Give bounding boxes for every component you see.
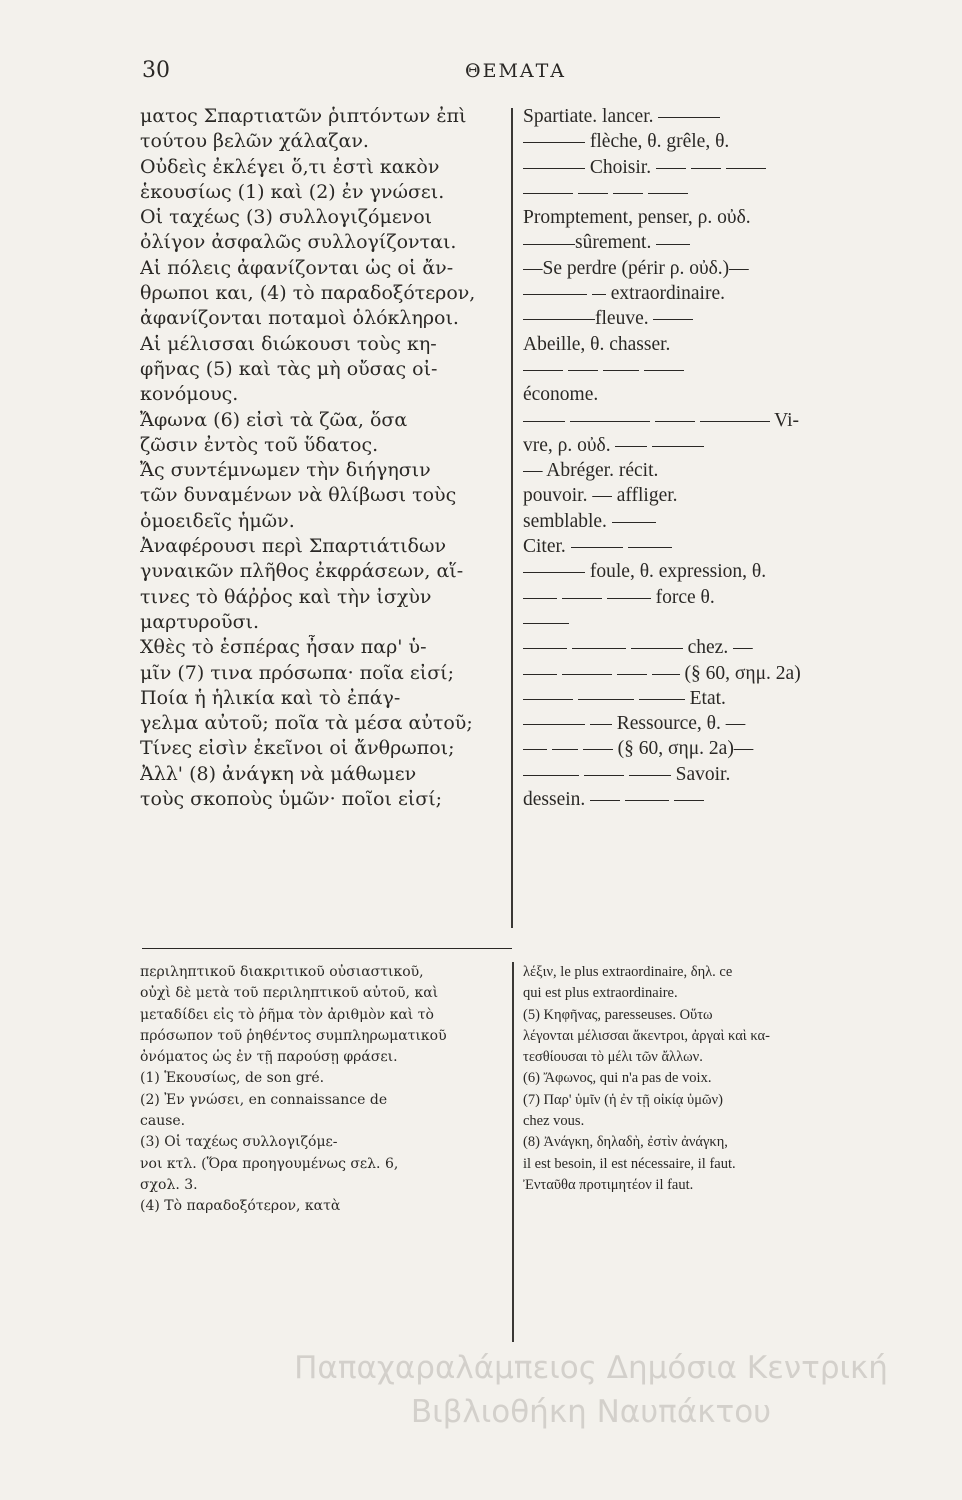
greek-line: φῆνας (5) καὶ τὰς μὴ οὔσας οἰ- <box>140 357 438 380</box>
vocab-text: Ressource, θ. — <box>616 713 746 735</box>
vocab-line <box>523 736 913 761</box>
blank-dash <box>523 193 573 194</box>
blank-dash <box>523 370 563 371</box>
blank-dash <box>523 168 585 169</box>
blank-dash <box>674 800 704 801</box>
blank-dash <box>656 244 690 245</box>
greek-line: Οἱ ταχέως (3) συλλογιζόμενοι <box>140 206 433 229</box>
vocab-text: Citer. <box>523 536 566 558</box>
vocab-line <box>523 357 913 382</box>
vocab-text: pouvoir. — affliger. <box>523 485 678 507</box>
vocab-line <box>523 281 913 306</box>
greek-line: τῶν δυναμένων νὰ θλίβωσι τοὺς <box>140 484 457 507</box>
blank-dash <box>523 724 585 725</box>
vocab-text: Promptement, penser, ρ. οὐδ. <box>523 207 751 229</box>
footnote-line: (6) Ἄφωνος, qui n'a pas de voix. <box>523 1070 712 1087</box>
vocab-line <box>523 306 913 331</box>
footnote-line: λέγονται μέλισσαι ἄκεντροι, ἀργαὶ καὶ κα- <box>523 1027 770 1044</box>
blank-dash <box>570 421 650 422</box>
vocab-text: vre, ρ. οὐδ. <box>523 434 611 456</box>
greek-exercise-column <box>140 104 510 812</box>
blank-dash <box>652 446 704 447</box>
vocab-text: extraordinaire. <box>610 283 725 305</box>
footnote-line: περιληπτικοῦ διακριτικοῦ οὐσιαστικοῦ, <box>140 964 424 980</box>
blank-dash <box>523 142 585 143</box>
blank-dash <box>615 446 647 447</box>
footnote-line: λέξιν, le plus extraordinaire, δηλ. ce <box>523 964 733 980</box>
blank-dash <box>523 319 595 320</box>
greek-line: κονόμους. <box>140 383 239 406</box>
vocab-line <box>523 230 913 255</box>
footnotes-right <box>523 962 903 1196</box>
blank-dash <box>523 598 557 599</box>
blank-dash <box>523 648 567 649</box>
blank-dash <box>655 421 695 422</box>
greek-line: Ἄς συντέμνωμεν τὴν διήγησιν <box>140 459 431 482</box>
greek-line: ζῶσιν ἐντὸς τοῦ ὕδατος. <box>140 433 379 456</box>
vocab-line <box>523 155 913 180</box>
footnote-line: Ἐνταῦθα προτιμητέον il faut. <box>523 1176 694 1193</box>
footnote-line: σχολ. 3. <box>140 1176 198 1193</box>
page-number: 30 <box>142 58 170 83</box>
footnote-column-divider <box>512 962 514 1342</box>
footnote-line: (3) Οἱ ταχέως συλλογιζόμε- <box>140 1134 338 1151</box>
vocab-text: Vi- <box>774 409 799 431</box>
vocab-line <box>523 534 913 559</box>
blank-dash <box>653 319 693 320</box>
blank-dash <box>578 193 608 194</box>
vocab-text: Abeille, θ. chasser. <box>523 333 671 355</box>
column-divider <box>511 108 513 928</box>
blank-dash <box>592 294 606 295</box>
blank-dash <box>584 775 624 776</box>
greek-line: Ἀναφέρουσι περὶ Σπαρτιάτιδων <box>140 535 447 558</box>
blank-dash <box>578 699 634 700</box>
greek-line: μῖν (7) τινα πρόσωπα· ποῖα εἰσί; <box>140 661 455 684</box>
blank-dash <box>639 699 685 700</box>
blank-dash <box>523 674 557 675</box>
vocab-text: flèche, θ. grêle, θ. <box>589 131 730 153</box>
vocab-text: (§ 60, σημ. 2a) <box>684 662 801 684</box>
greek-line: μαρτυροῦσι. <box>140 610 260 633</box>
footnote-line: qui est plus extraordinaire. <box>523 985 678 1002</box>
vocab-text: sûrement. <box>575 232 652 254</box>
greek-line: τινες τὸ θάῤῥος καὶ τὴν ἰσχὺν <box>140 585 432 608</box>
footnote-line: μεταδίδει εἰς τὸ ῥῆμα τὸν ἀριθμὸν καὶ τὸ <box>140 1006 434 1023</box>
french-vocabulary-column <box>523 104 913 812</box>
greek-line: Χθὲς τὸ ἑσπέρας ἦσαν παρ' ὑ- <box>140 636 427 659</box>
vocab-line <box>523 205 913 230</box>
greek-line: Οὐδεὶς ἐκλέγει ὅ,τι ἐστὶ κακὸν <box>140 155 440 178</box>
blank-dash <box>644 370 684 371</box>
blank-dash <box>648 193 688 194</box>
greek-line: Ἄφωνα (6) εἰσὶ τὰ ζῶα, ὅσα <box>140 408 408 431</box>
vocab-line <box>523 585 913 610</box>
blank-dash <box>583 749 613 750</box>
footnote-line: cause. <box>140 1113 186 1130</box>
vocab-line <box>523 509 913 534</box>
blank-dash <box>590 800 620 801</box>
vocab-text: foule, θ. expression, θ. <box>589 561 767 583</box>
blank-dash <box>568 370 598 371</box>
footnote-separator <box>142 948 512 949</box>
blank-dash <box>523 749 547 750</box>
vocab-line <box>523 635 913 660</box>
blank-dash <box>726 168 766 169</box>
vocab-line <box>523 762 913 787</box>
blank-dash <box>523 699 573 700</box>
vocab-text: force θ. <box>655 586 715 608</box>
blank-dash <box>700 421 770 422</box>
greek-line: τοὺς σκοποὺς ὑμῶν· ποῖοι εἰσί; <box>140 788 443 811</box>
blank-dash <box>571 547 623 548</box>
greek-line: Τίνες εἰσὶν ἐκεῖνοι οἱ ἄνθρωποι; <box>140 737 455 760</box>
vocab-text: (§ 60, σημ. 2a)— <box>617 738 754 760</box>
footnote-line: il est besoin, il est nécessaire, il faut. <box>523 1155 736 1172</box>
vocab-text: —Se perdre (périr ρ. οὐδ.)— <box>523 257 749 279</box>
blank-dash <box>607 598 651 599</box>
greek-line: τούτου βελῶν χάλαζαν. <box>140 130 369 153</box>
greek-line: Αἱ μέλισσαι διώκουσι τοὺς κη- <box>140 332 437 355</box>
blank-dash <box>562 598 602 599</box>
vocab-text: Choisir. <box>589 156 652 178</box>
vocab-line <box>523 458 913 483</box>
vocab-line <box>523 433 913 458</box>
greek-line: γελμα αὐτοῦ; ποῖα τὰ μέσα αὐτοῦ; <box>140 712 473 735</box>
blank-dash <box>552 749 578 750</box>
library-watermark-line2: Βιβλιοθήκη Ναυπάκτου <box>410 1394 772 1430</box>
footnote-line: ὀνόματος ὡς ἐν τῇ παρούσῃ φράσει. <box>140 1049 398 1066</box>
vocab-line <box>523 104 913 129</box>
vocab-text: Etat. <box>689 687 726 709</box>
blank-dash <box>612 522 656 523</box>
blank-dash <box>523 244 575 245</box>
footnote-line: (5) Κηφῆνας, paresseuses. Οὕτω <box>523 1006 713 1023</box>
footnote-line: (2) Ἐν γνώσει, en connaissance de <box>140 1091 388 1108</box>
blank-dash <box>617 674 647 675</box>
footnote-line: τεσθίουσαι τὸ μέλι τῶν ἄλλων. <box>523 1049 703 1066</box>
greek-line: ὁμοειδεῖς ἡμῶν. <box>140 509 295 532</box>
blank-dash <box>691 168 721 169</box>
vocab-line <box>523 129 913 154</box>
blank-dash <box>656 168 686 169</box>
vocab-line <box>523 408 913 433</box>
blank-dash <box>562 674 612 675</box>
vocab-line <box>523 661 913 686</box>
blank-dash <box>523 294 587 295</box>
footnote-line: (4) Τὸ παραδοξότερον, κατὰ <box>140 1198 341 1215</box>
vocab-text: économe. <box>523 384 599 406</box>
blank-dash <box>523 421 565 422</box>
vocab-line <box>523 483 913 508</box>
footnote-line: οὐχὶ δὲ μετὰ τοῦ περιληπτικοῦ αὐτοῦ, καὶ <box>140 985 439 1002</box>
vocab-line <box>523 610 913 635</box>
footnotes-left <box>140 962 510 1218</box>
greek-line: ὀλίγον ἀσφαλῶς συλλογίζονται. <box>140 231 457 254</box>
vocab-line <box>523 256 913 281</box>
blank-dash <box>631 648 683 649</box>
greek-line: Ποία ἡ ἡλικία καὶ τὸ ἐπάγ- <box>140 686 401 709</box>
vocab-line <box>523 711 913 736</box>
footnote-line: νοι κτλ. (Ὅρα προηγουμένως σελ. 6, <box>140 1155 399 1172</box>
greek-line: θρωποι και, (4) τὸ παραδοξότερον, <box>140 282 476 305</box>
vocab-text: — Abréger. récit. <box>523 460 659 482</box>
vocab-text: dessein. <box>523 789 586 811</box>
greek-line: Αἱ πόλεις ἀφανίζονται ὡς οἱ ἄν- <box>140 256 454 279</box>
library-watermark-line1: Παπαχαραλάμπειος Δημόσια Κεντρική <box>294 1350 888 1386</box>
greek-line: γυναικῶν πλῆθος ἐκφράσεων, αἵ- <box>140 560 464 583</box>
vocab-text: semblable. <box>523 510 607 532</box>
vocab-text: Spartiate. lancer. <box>523 106 654 127</box>
footnote-line: πρόσωπον τοῦ ῥηθέντος συμπληρωματικοῦ <box>140 1027 447 1044</box>
vocab-text: Savoir. <box>675 763 731 785</box>
vocab-line <box>523 332 913 357</box>
vocab-line <box>523 559 913 584</box>
blank-dash <box>590 724 612 725</box>
blank-dash <box>625 800 669 801</box>
blank-dash <box>572 648 626 649</box>
blank-dash <box>628 547 672 548</box>
blank-dash <box>523 623 569 624</box>
blank-dash <box>652 674 680 675</box>
blank-dash <box>658 117 720 118</box>
blank-dash <box>629 775 671 776</box>
vocab-line <box>523 382 913 407</box>
blank-dash <box>603 370 639 371</box>
footnote-line: (8) Ἀνάγκη, δηλαδὴ, ἐστὶν ἀνάγκη, <box>523 1134 728 1151</box>
footnote-line: chez vous. <box>523 1113 585 1130</box>
greek-line: ματος Σπαρτιατῶν ῥιπτόντων ἐπὶ <box>140 105 467 127</box>
vocab-line <box>523 180 913 205</box>
blank-dash <box>523 572 585 573</box>
footnote-line: (7) Παρ' ὑμῖν (ἡ ἐν τῇ οἰκίᾳ ὑμῶν) <box>523 1091 723 1108</box>
vocab-text: chez. — <box>687 637 753 659</box>
vocab-line <box>523 686 913 711</box>
running-title: ΘΕΜΑΤΑ <box>465 60 567 82</box>
greek-line: ἀφανίζονται ποταμοὶ ὁλόκληροι. <box>140 307 459 330</box>
blank-dash <box>613 193 643 194</box>
blank-dash <box>523 775 579 776</box>
vocab-line <box>523 787 913 812</box>
greek-line: ἑκουσίως (1) καὶ (2) ἐν γνώσει. <box>140 180 445 203</box>
vocab-text: fleuve. <box>595 308 649 330</box>
footnote-line: (1) Ἑκουσίως, de son gré. <box>140 1070 325 1087</box>
greek-line: Ἀλλ' (8) ἀνάγκη νὰ μάθωμεν <box>140 762 417 785</box>
